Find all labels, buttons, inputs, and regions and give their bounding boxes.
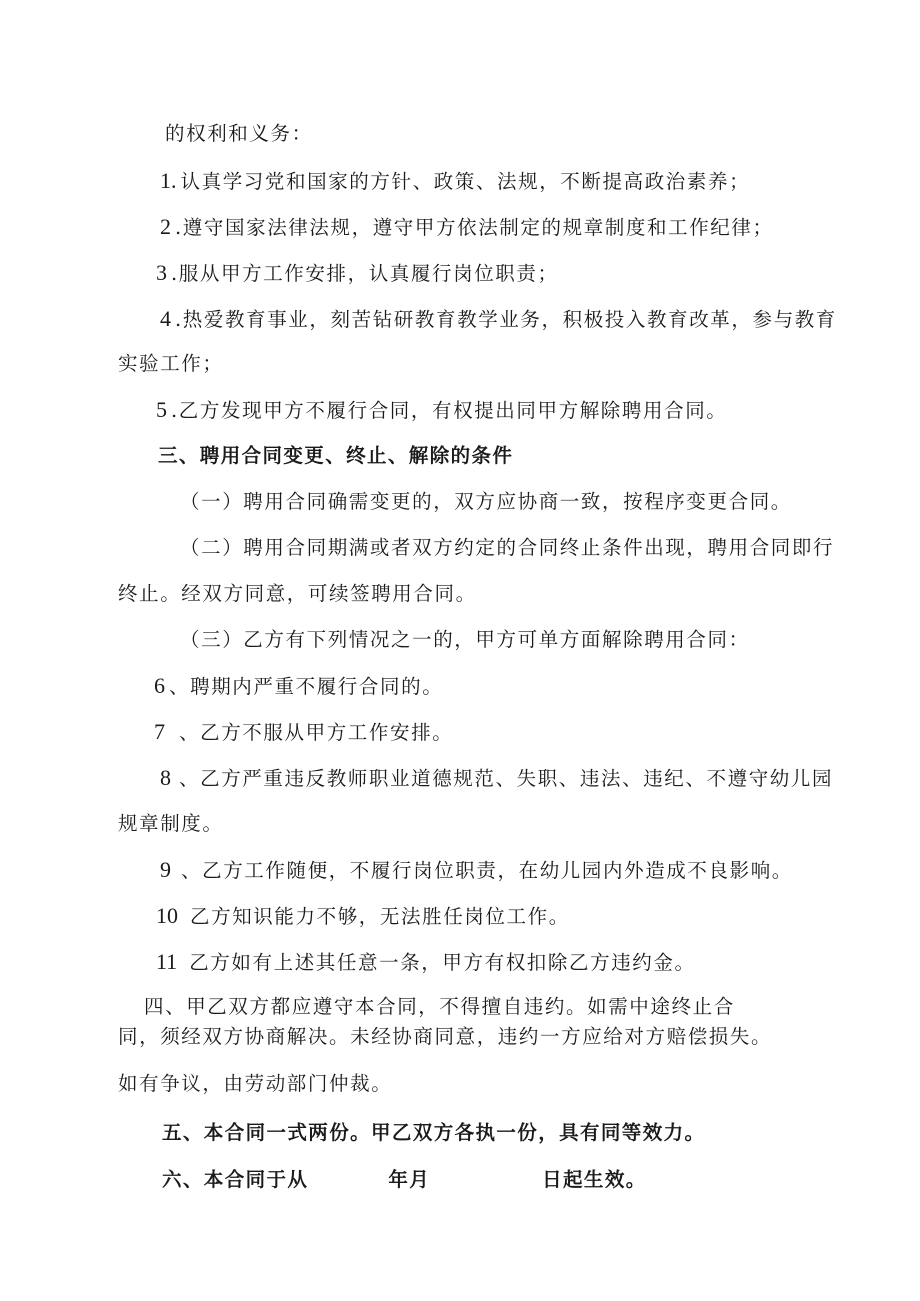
- item-number: 7: [154, 719, 165, 744]
- item-number: 9: [160, 857, 171, 882]
- item-number: 3: [156, 260, 167, 285]
- paragraph-line: 的权利和义务：: [165, 122, 313, 145]
- effective-suffix: 日起生效。: [542, 1168, 647, 1191]
- list-item-3: 3 .服从甲方工作安排，认真履行岗位职责；: [156, 260, 559, 285]
- effective-year-month: 年月: [388, 1168, 431, 1191]
- list-item-6: 6 、聘期内严重不履行合同的。: [154, 673, 444, 698]
- effective-date-clause: [162, 1167, 647, 1193]
- list-item-9: 9 、乙方工作随便，不履行岗位职责，在幼儿园内外造成不良影响。: [160, 857, 793, 882]
- item-number: 11: [156, 949, 178, 974]
- list-item-11: 11 乙方如有上述其任意一条，甲方有权扣除乙方违约金。: [156, 949, 696, 974]
- item-number: 5: [156, 397, 167, 422]
- paragraph-line: （二）聘用合同期满或者双方约定的合同终止条件出现，聘用合同即行: [180, 536, 835, 559]
- item-number: 4: [160, 306, 171, 331]
- paragraph-line: 规章制度。: [118, 812, 224, 835]
- list-item-8: 8 、乙方严重违反教师职业道德规范、失职、违法、违纪、不遵守幼儿园: [160, 765, 834, 790]
- paragraph-line: 如有争议，由劳动部门仲裁。: [118, 1072, 393, 1095]
- paragraph-line: 实验工作；: [118, 352, 224, 375]
- paragraph-line: （三）乙方有下列情况之一的，甲方可单方面解除聘用合同：: [180, 628, 750, 651]
- item-number: 8: [160, 765, 171, 790]
- clause-five: 五、本合同一式两份。甲乙双方各执一份，具有同等效力。: [162, 1121, 706, 1144]
- paragraph-line: 终止。经双方同意，可续签聘用合同。: [118, 582, 477, 605]
- section-heading: 三、聘用合同变更、终止、解除的条件: [158, 444, 514, 467]
- list-item-2: 2 .遵守国家法律法规，遵守甲方依法制定的规章制度和工作纪律；: [160, 214, 774, 239]
- list-item-4: 4 .热爱教育事业，刻苦钻研教育教学业务，积极投入教育改革，参与教育: [160, 306, 837, 331]
- paragraph-line: 同，须经双方协商解决。未经协商同意，违约一方应给对方赔偿损失。: [118, 1025, 773, 1048]
- list-item-5: 5 .乙方发现甲方不履行合同，有权提出同甲方解除聘用合同。: [156, 397, 728, 422]
- paragraph-line: 四、甲乙双方都应遵守本合同，不得擅自违约。如需中途终止合: [144, 995, 735, 1018]
- item-number: 2: [160, 214, 171, 239]
- list-item-10: 10 乙方知识能力不够，无法胜任岗位工作。: [156, 903, 570, 928]
- item-number: 10: [156, 903, 178, 928]
- item-number: 6: [154, 673, 165, 698]
- item-number: 1.: [160, 168, 177, 193]
- paragraph-line: （一）聘用合同确需变更的，双方应协商一致，按程序变更合同。: [180, 490, 792, 513]
- list-item-7: 7 、乙方不服从甲方工作安排。: [154, 719, 454, 744]
- effective-prefix: 六、本合同于从: [162, 1168, 309, 1191]
- list-item-1: 1. 认真学习党和国家的方针、政策、法规，不断提高政治素养；: [160, 168, 751, 193]
